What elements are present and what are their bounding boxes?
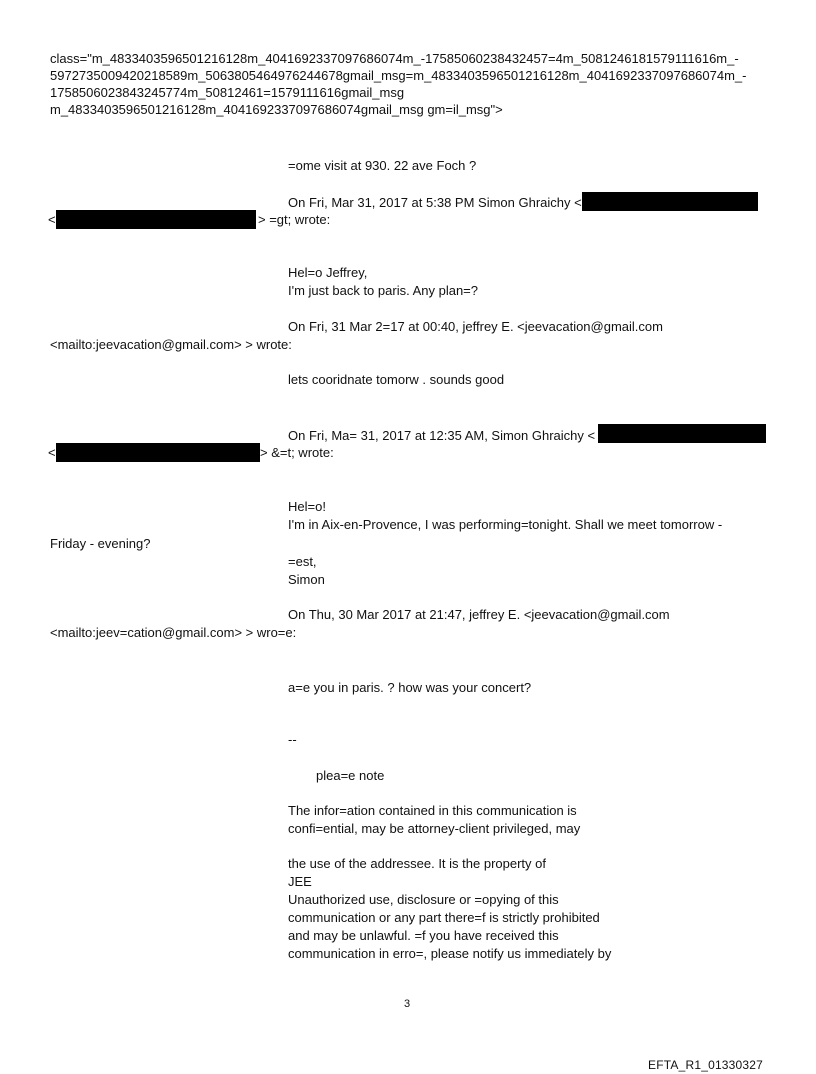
redaction-bracket: < [48,212,56,227]
redaction-box [582,192,758,211]
disclaimer-line: communication in erro=, please notify us immediately by [288,946,612,961]
page-number: 3 [404,998,411,1010]
signature-note: plea=e note [316,768,385,783]
disclaimer-line: The infor=ation contained in this communication is [288,803,577,818]
message-line: Friday - evening? [50,536,151,551]
message-line: a=e you in paris. ? how was your concert? [288,680,532,695]
quote-header-end: <mailto:jeevacation@gmail.com> > wrote: [50,337,292,352]
quote-header: On Fri, Ma= 31, 2017 at 12:35 AM, Simon Ghraichy < [288,428,596,443]
disclaimer-line: JEE [288,874,312,889]
message-line: lets cooridnate tomorw . sounds good [288,372,505,387]
message-line: Hel=o! [288,499,326,514]
message-line: Simon [288,572,325,587]
header-line: class="m_4833403596501216128m_4041692337097686074m_-17585060238432457=4m_5081246181579111616m_- [50,51,739,66]
signature-dash: -- [288,732,297,747]
quote-header: On Fri, Mar 31, 2017 at 5:38 PM Simon Ghraichy < [288,195,582,210]
quote-header-end: > &=t; wrote: [260,445,334,460]
redaction-box [56,210,256,229]
document-id: EFTA_R1_01330327 [648,1058,764,1072]
message-line: I'm just back to paris. Any plan=? [288,283,478,298]
disclaimer-line: communication or any part there=f is strictly prohibited [288,910,600,925]
disclaimer-line: Unauthorized use, disclosure or =opying of this [288,892,559,907]
disclaimer-line: confi=ential, may be attorney-client privileged, may [288,821,581,836]
quote-header-end: <mailto:jeev=cation@gmail.com> > wro=e: [50,625,297,640]
quote-header-end: > =gt; wrote: [258,212,331,227]
message-line: =ome visit at 930. 22 ave Foch ? [288,158,477,173]
message-line: I'm in Aix-en-Provence, I was performing=tonight. Shall we meet tomorrow - [288,517,723,532]
message-line: Hel=o Jeffrey, [288,265,368,280]
quote-header: On Thu, 30 Mar 2017 at 21:47, jeffrey E. <jeevacation@gmail.com [288,607,670,622]
redaction-box [56,443,260,462]
message-line: =est, [288,554,317,569]
disclaimer-line: and may be unlawful. =f you have received this [288,928,559,943]
header-line: 1758506023843245774m_50812461=1579111616gmail_msg [50,85,405,100]
redaction-bracket: < [48,445,56,460]
header-line: 5972735009420218589m_5063805464976244678gmail_msg=m_4833403596501216128m_4041692337097686074m_- [50,68,747,83]
redaction-box [598,424,766,443]
header-line: m_4833403596501216128m_4041692337097686074gmail_msg gm=il_msg"> [50,102,503,117]
quote-header: On Fri, 31 Mar 2=17 at 00:40, jeffrey E. <jeevacation@gmail.com [288,319,663,334]
disclaimer-line: the use of the addressee. It is the property of [288,856,546,871]
